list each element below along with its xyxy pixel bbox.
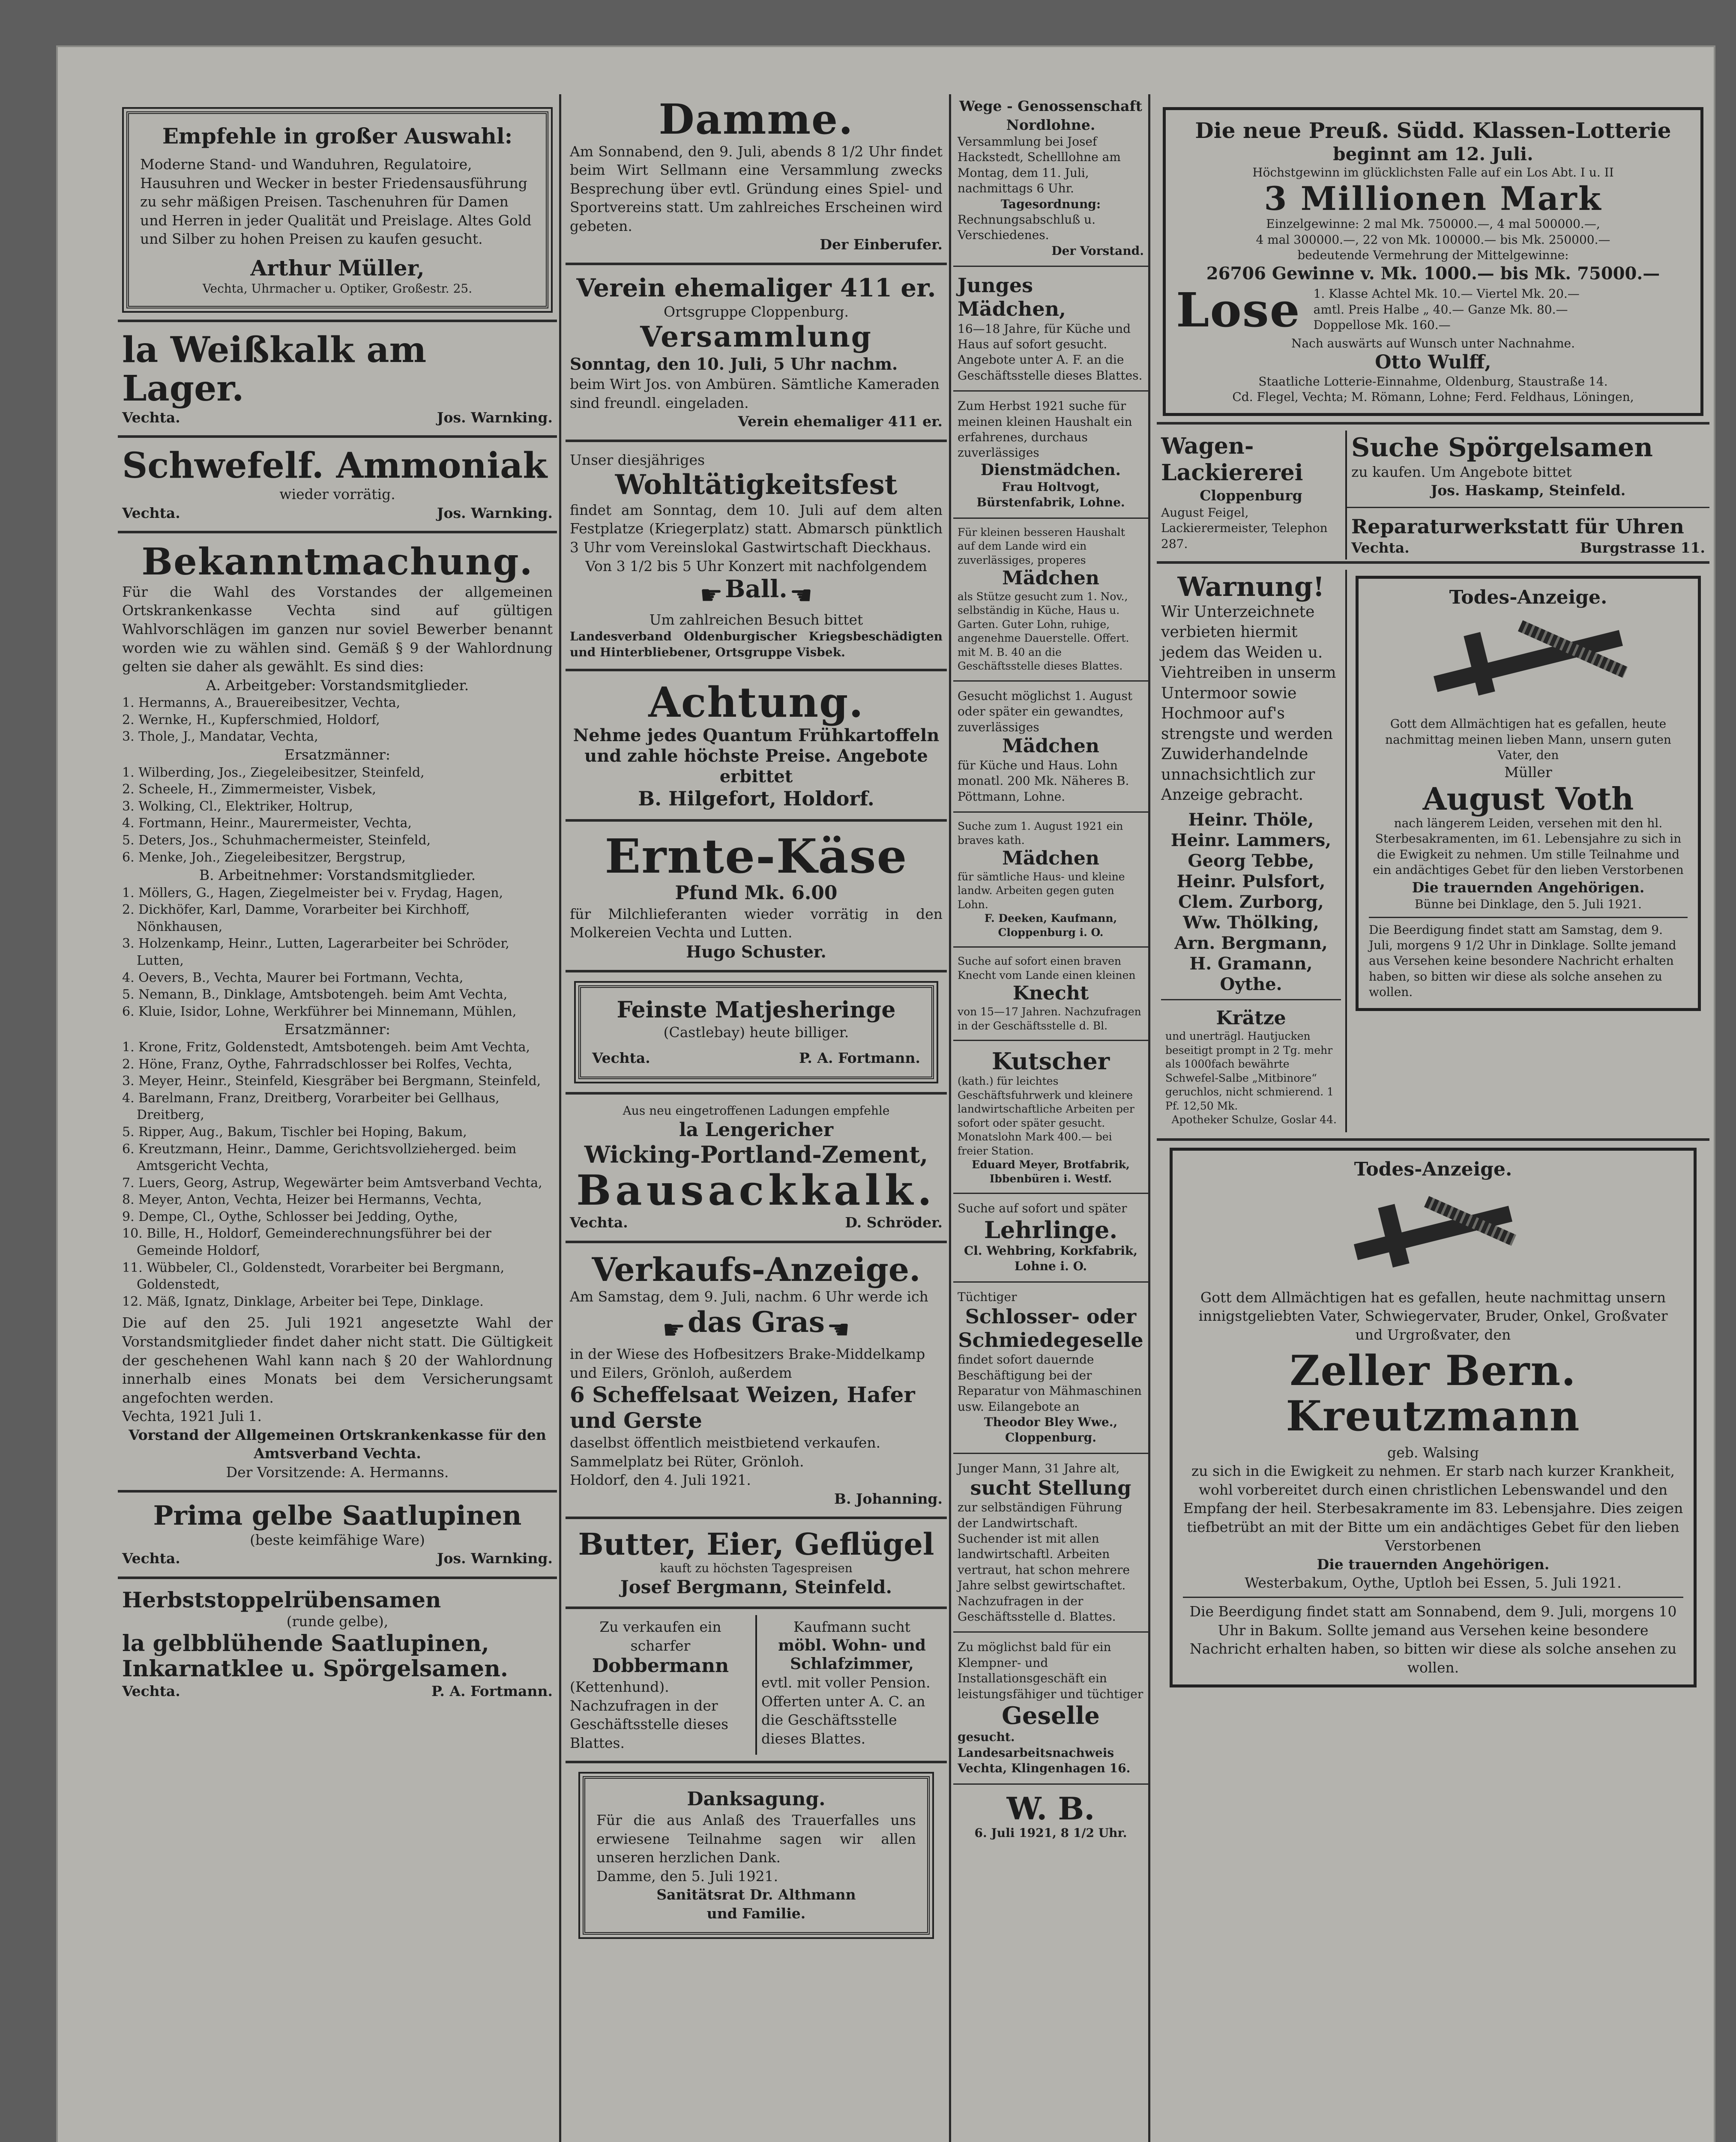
ad-name: Arthur Müller,	[250, 255, 425, 281]
notice-bekanntmachung	[118, 539, 557, 1484]
ad-signature: Jos. Warnking.	[437, 409, 553, 426]
signatory-name: Ww. Thölking,	[1183, 912, 1319, 933]
ad-body: für Küche und Haus. Lohn monatl. 200 Mk. Näheres B. Pöttmann, Lohne.	[958, 758, 1129, 804]
list-item: 6. Menke, Joh., Ziegeleibesitzer, Bergstrup,	[122, 850, 406, 865]
ad-pair	[566, 1615, 947, 1755]
ad-body: evtl. mit voller Pension. Offerten unter A. C. an die Geschäftsstelle dieses Blattes.	[761, 1674, 931, 1747]
obituary-body: nach längerem Leiden, versehen mit den hl. Sterbesakramenten, im 61. Lebensjahre zu sich in die Ewigkeit zu nehmen. Um stille Teilnahme und ein andächtiges Gebet für den lieben Verstorbenen	[1373, 816, 1684, 877]
obituary-name: Zeller Bern. Kreutzmann	[1286, 1346, 1580, 1441]
ad-herbstsamen	[118, 1585, 557, 1703]
list-item: 6. Kluie, Isidor, Lohne, Werkführer bei Minnemann, Mühlen,	[122, 1004, 517, 1019]
ad-body: Zum Herbst 1921 suche für meinen kleinen Haushalt ein erfahrenes, durchaus zuverlässiges	[958, 399, 1132, 460]
ad-title: Mädchen	[1002, 847, 1099, 870]
ad-date: Damme, den 5. Juli 1921.	[596, 1867, 778, 1885]
ad-signature: Jos. Warnking.	[437, 1550, 553, 1567]
ad-subtitle: (beste keimfähige Ware)	[250, 1531, 425, 1548]
obituary-kreutzmann	[1170, 1148, 1697, 1687]
ad-body: Am Sonnabend, den 9. Juli, abends 8 1/2 Uhr findet beim Wirt Sellmann eine Versammlung zwecks Besprechung über evtl. Gründung eines Spiel- und Sportvereins statt. Um zahlreiches Erscheinen wird gebeten.	[570, 143, 943, 234]
obituary-birthname: geb. Walsing	[1387, 1444, 1479, 1461]
ad-line: Inkarnatklee u. Spörgelsamen.	[122, 1656, 509, 1682]
ad-body: 16—18 Jahre, für Küche und Haus auf sofort gesucht. Angebote unter A. F. an die Geschäftsstelle dieses Blattes.	[958, 321, 1143, 383]
ad-heading: Empfehle in großer Auswahl:	[162, 123, 513, 149]
ad-price-line: Doppellose Mk. 160.—	[1313, 318, 1451, 332]
ad-signature: Sanitätsrat Dr. Althmann	[656, 1886, 856, 1903]
obituary-name: August Voth	[1422, 780, 1634, 817]
obituary-date: Bünne bei Dinklage, den 5. Juli 1921.	[1414, 897, 1642, 912]
signatory-name: Arn. Bergmann,	[1174, 933, 1328, 953]
ad-body: Moderne Stand- und Wanduhren, Regulatoire, Hausuhren und Wecker in bester Friedensausführung zu sehr mäßigen Preisen. Taschenuhren für Damen und Herren in jeder Qualität und Preislage. Altes Gold und Silber zu hohen Preisen zu kaufen gesucht.	[140, 156, 532, 248]
ad-signature: Eduard Meyer, Brotfabrik, Ibbenbüren i. Westf.	[972, 1158, 1130, 1185]
ad-signature: F. Deeken, Kaufmann, Cloppenburg i. O.	[984, 912, 1117, 939]
ad-signature: P. A. Fortmann.	[431, 1683, 553, 1700]
list-item: 2. Scheele, H., Zimmermeister, Visbek,	[122, 782, 376, 797]
ad-maedchen-gesucht	[953, 686, 1148, 807]
ad-wohltaetigkeitsfest	[566, 448, 947, 663]
notice-section: Ersatzmänner:	[284, 1021, 391, 1038]
ad-price: Pfund Mk. 6.00	[675, 882, 838, 904]
ad-saatlupinen	[118, 1499, 557, 1570]
list-item: 5. Nemann, B., Dinklage, Amtsbotengeh. beim Amt Vechta,	[122, 987, 508, 1002]
ad-subtitle: wieder vorrätig.	[279, 486, 395, 503]
ad-title: Dienstmädchen.	[980, 461, 1121, 479]
ad-prizes: 4 mal 300000.—, 22 von Mk. 100000.— bis Mk. 250000.—	[1256, 232, 1610, 247]
column-rule	[559, 94, 561, 2142]
list-item: 3. Holzenkamp, Heinr., Lutten, Lagerarbeiter bei Schröder, Lutten,	[122, 936, 509, 969]
notice-section: A. Arbeitgeber: Vorstandsmitglieder.	[206, 676, 469, 694]
ad-place: Vechta.	[1351, 539, 1410, 556]
ad-line: la Lengericher	[679, 1119, 834, 1141]
ad-signature: Der Vorstand.	[1051, 243, 1144, 258]
ad-price-line: 1. Klasse Achtel Mk. 10.— Viertel Mk. 20.—	[1313, 287, 1580, 301]
ad-erntekaese	[566, 828, 947, 964]
obituary-pre: Müller	[1504, 764, 1552, 781]
column-4	[1157, 94, 1709, 1694]
ad-ball: Ball.	[725, 575, 787, 604]
ad-agents: Cd. Flegel, Vechta; M. Römann, Lohne; Ferd. Feldhaus, Löningen,	[1232, 390, 1634, 404]
ad-signature: Der Einberufer.	[820, 236, 943, 253]
signatory-name: Clem. Zurborg,	[1178, 892, 1324, 912]
list-item: 3. Wolking, Cl., Elektriker, Holtrup,	[122, 799, 353, 814]
ad-pre: Zu möglichst bald für ein Klempner- und Installationsgeschäft ein leistungsfähiger und tüchtiger	[958, 1640, 1143, 1701]
ad-prizes: Einzelgewinne: 2 mal Mk. 750000.—, 4 mal 500000.—,	[1266, 217, 1600, 231]
ad-title: Ernte-Käse	[605, 828, 908, 884]
ad-body: (kath.) für leichtes Geschäftsfuhrwerk und kleinere landwirtschaftliche Arbeiten per sofort oder später gesucht. Monatslohn Mark 400.— bei freier Station.	[958, 1075, 1134, 1157]
ad-title: Damme.	[658, 95, 854, 144]
ad-note: Nach auswärts auf Wunsch unter Nachnahme.	[1291, 336, 1575, 350]
ad-dobbermann	[566, 1615, 755, 1755]
ad-line: 6 Scheffelsaat Weizen, Hafer und Gerste	[570, 1382, 915, 1433]
obituary-title: Todes-Anzeige.	[1449, 586, 1607, 609]
ad-subtitle: 6. Juli 1921, 8 1/2 Uhr.	[974, 1825, 1127, 1840]
cross-icon	[1300, 1185, 1566, 1284]
ad-pair	[1157, 431, 1709, 560]
ad-title: Mädchen	[1002, 735, 1099, 757]
ad-signature: Theodor Bley Wwe., Cloppenburg.	[984, 1415, 1118, 1445]
ad-lotterie	[1163, 107, 1703, 416]
ad-place: Cloppenburg	[1200, 487, 1302, 504]
ad-prizes-total: 26706 Gewinne v. Mk. 1000.— bis Mk. 75000.—	[1206, 263, 1660, 284]
ad-signature: B. Hilgefort, Holdorf.	[638, 787, 874, 810]
obituary-signature: Die trauernden Angehörigen.	[1317, 1556, 1550, 1573]
ad-verein-411	[566, 271, 947, 434]
signatory-name: Oythe.	[1220, 974, 1282, 994]
ad-zement	[566, 1101, 947, 1234]
ad-place: Vechta.	[122, 409, 180, 426]
ad-body: zur selbständigen Führung der Landwirtschaft. Suchender ist mit allen landwirtschaftl. Arbeiten vertraut, hat schon mehrere Jahre selbst gewirtschaftet. Nachzufragen in der Geschäftsstelle d. Blattes.	[958, 1500, 1130, 1624]
ad-uhrenwerkstatt	[1347, 512, 1709, 560]
ad-pre: Tüchtiger	[958, 1289, 1017, 1304]
ad-body: findet am Sonntag, dem 10. Juli auf dem alten Festplatze (Kriegerplatz) statt. Abmarsch pünktlich 3 Uhr vom Vereinslokal Gastwirtschaft Dieckhaus.	[570, 501, 943, 556]
notice-title: Bekanntmachung.	[141, 540, 533, 584]
ad-title: Krätze	[1216, 1007, 1286, 1029]
ad-gras: das Gras	[687, 1305, 825, 1339]
obituary-signature: Die trauernden Angehörigen.	[1412, 879, 1645, 896]
signatory-name: Heinr. Lammers,	[1170, 830, 1332, 850]
ad-body: beim Wirt Jos. von Ambüren. Sämtliche Kameraden sind freundl. eingeladen.	[570, 376, 940, 411]
ad-subtitle: beginnt am 12. Juli.	[1333, 144, 1533, 165]
ad-danksagung	[583, 1776, 930, 1935]
signatory-list	[1161, 810, 1341, 995]
column-2	[566, 94, 947, 1948]
ad-agenda: Rechnungsabschluß u. Verschiedenes.	[958, 212, 1095, 242]
ad-butter	[566, 1525, 947, 1601]
ad-title: Geselle	[1002, 1701, 1100, 1730]
ad-title: Lackiererei	[1161, 459, 1303, 486]
obituary-voth	[1356, 576, 1701, 1011]
ad-note: Höchstgewinn im glücklichsten Falle auf ein Los Abt. I u. II	[1252, 165, 1614, 180]
notice-signature: Vorstand der Allgemeinen Ortskrankenkasse für den Amtsverband Vechta.	[129, 1426, 546, 1462]
ad-maedchen-kath	[953, 817, 1148, 942]
ad-pre: Unser diesjähriges	[570, 451, 705, 468]
ad-knecht	[953, 952, 1148, 1035]
ad-kaufmann	[755, 1615, 947, 1755]
ad-jackpot: 3 Millionen Mark	[1264, 179, 1602, 218]
ad-pair	[1157, 570, 1709, 1132]
column-rule	[949, 94, 951, 2142]
notice-section: Ersatzmänner:	[284, 746, 391, 763]
ad-title: Verkaufs-Anzeige.	[592, 1250, 921, 1289]
obituary-body: Gott dem Allmächtigen hat es gefallen, heute nachmittag unsern innigstgeliebten Vater, Schwiegervater, Bruder, Onkel, Großvater und Urgroßvater, den	[1198, 1289, 1668, 1343]
list-item: 3. Thole, J., Mandatar, Vechta,	[122, 729, 318, 745]
ad-verkauf	[566, 1249, 947, 1511]
ad-prizes: bedeutende Vermehrung der Mittelgewinne:	[1297, 248, 1569, 263]
ad-body: zu kaufen. Um Angebote bittet	[1351, 463, 1572, 480]
list-item: 7. Luers, Georg, Astrup, Wegewärter beim Amtsverband Vechta,	[122, 1175, 542, 1191]
list-item: 4. Oevers, B., Vechta, Maurer bei Fortmann, Vechta,	[122, 970, 464, 985]
pointing-hand-icon: ☛	[700, 580, 723, 610]
ad-title: Wege - Genossenschaft Nordlohne.	[959, 98, 1142, 133]
ad-matjes	[578, 985, 934, 1079]
ad-body: gesucht. Landesarbeitsnachweis Vechta, Klingenhagen 16.	[958, 1730, 1131, 1776]
notice-date: Vechta, 1921 Juli 1.	[122, 1408, 262, 1425]
ad-date: Holdorf, den 4. Juli 1921.	[570, 1472, 751, 1489]
ad-pre: Suche auf sofort einen braven Knecht vom Lande einen kleinen	[958, 955, 1136, 981]
ad-konzert: Von 3 1/2 bis 5 Uhr Konzert mit nachfolgendem	[585, 557, 927, 574]
ad-title: Mädchen	[1002, 567, 1099, 589]
ad-address: Staatliche Lotterie-Einnahme, Oldenburg, Staustraße 14.	[1258, 374, 1608, 389]
ad-signature: B. Johanning.	[834, 1490, 943, 1507]
list-item: 11. Wübbeler, Cl., Goldenstedt, Vorarbeiter bei Bergmann, Goldenstedt,	[122, 1260, 505, 1292]
ad-signature: Bürstenfabrik, Lohne.	[976, 495, 1125, 510]
ad-body: als Stütze gesucht zum 1. Nov., selbständig in Küche, Haus u. Garten. Guter Lohn, ruhige, angenehme Dauerstelle. Offert. mit M. B. 40 an die Geschäftsstelle dieses Blattes.	[958, 590, 1129, 673]
ad-heading: Versammlung	[640, 320, 872, 354]
list-item: 4. Barelmann, Franz, Dreitberg, Vorarbeiter bei Gellhaus, Dreitberg,	[122, 1090, 500, 1123]
obituary-body: zu sich in die Ewigkeit zu nehmen. Er starb nach kurzer Krankheit, wohl vorbereitet durch einen christlichen Lebenswandel und den Empfang der heil. Sterbesakramente im 83. Lebensjahre. Dies zeigen tiefbetrübt an mit der Bitte um ein andächtiges Gebet für den lieben Verstorbenen	[1183, 1463, 1683, 1554]
ad-place: Vechta.	[592, 1049, 650, 1066]
pointing-hand-icon: ☛	[662, 1315, 685, 1345]
member-list	[122, 885, 553, 1020]
ad-request: Um zahlreichen Besuch bittet	[649, 611, 863, 628]
ad-title: Verein ehemaliger 411 er.	[576, 273, 936, 302]
ad-address: Burgstrasse 11.	[1580, 539, 1705, 556]
ad-title: Kutscher	[991, 1047, 1110, 1075]
ad-line: la gelbblühende Saatlupinen,	[122, 1630, 489, 1657]
ad-title: Warnung!	[1177, 571, 1325, 603]
ad-lose: Lose	[1176, 282, 1301, 338]
ad-body: August Feigel, Lackierermeister, Telephon 287.	[1161, 505, 1328, 551]
member-list	[122, 764, 553, 866]
ad-line: und zahle höchste Preise. Angebote erbittet	[584, 745, 928, 787]
ad-signature: und Familie.	[706, 1905, 806, 1922]
ad-signature: Frau Holtvogt,	[1002, 479, 1100, 494]
ad-wagen-lackiererei	[1157, 431, 1345, 560]
pointing-hand-icon: ☛	[789, 580, 813, 610]
ad-place: Vechta.	[122, 1683, 180, 1700]
ad-place: Vechta.	[570, 1214, 628, 1231]
ad-pre: Aus neu eingetroffenen Ladungen empfehle	[623, 1104, 890, 1118]
ad-title: sucht Stellung	[970, 1476, 1131, 1500]
ad-signature: Jos. Warnking.	[437, 504, 553, 521]
list-item: 12. Mäß, Ignatz, Dinklage, Arbeiter bei Tepe, Dinklage.	[122, 1294, 484, 1309]
ad-subtitle: (runde gelbe),	[286, 1613, 389, 1630]
ad-junges-maedchen	[953, 271, 1148, 386]
ad-title: Feinste Matjesheringe	[617, 997, 896, 1023]
ad-body: daselbst öffentlich meistbietend verkaufen. Sammelplatz bei Rüter, Grönloh.	[570, 1434, 881, 1470]
ad-title: Die neue Preuß. Südd. Klassen-Lotterie	[1195, 118, 1671, 143]
list-item: 5. Deters, Jos., Schuhmachermeister, Steinfeld,	[122, 832, 431, 848]
obituary-body: Gott dem Allmächtigen hat es gefallen, heute nachmittag meinen lieben Mann, unsern guten Vater, den	[1385, 717, 1671, 762]
column-rule	[1148, 94, 1150, 2142]
ad-signature: Apotheker Schulze, Goslar 44.	[1171, 1113, 1337, 1126]
ad-title: Prima gelbe Saatlupinen	[153, 1500, 522, 1532]
ad-line: Herbststoppelrübensamen	[122, 1587, 441, 1612]
ad-warnung	[1157, 570, 1345, 1132]
ad-place: Vechta.	[122, 1550, 180, 1567]
signatory-name: Heinr. Thöle,	[1188, 809, 1314, 830]
ad-stellung	[953, 1458, 1148, 1627]
ad-maedchen-stuetze	[953, 523, 1148, 676]
list-item: 9. Dempe, Cl., Oythe, Schlosser bei Jedding, Oythe,	[122, 1209, 458, 1224]
ad-body: von 15—17 Jahren. Nachzufragen in der Geschäftsstelle d. Bl.	[958, 1005, 1141, 1032]
ad-schlosser	[953, 1287, 1148, 1448]
signatory-name: H. Gramann,	[1189, 953, 1313, 974]
ad-price-line: amtl. Preis Halbe „ 40.— Ganze Mk. 80.—	[1313, 302, 1568, 317]
ad-body: für sämtliche Haus- und kleine landw. Arbeiten gegen guten Lohn.	[958, 870, 1125, 911]
ad-signature: D. Schröder.	[845, 1214, 943, 1231]
obituary-footer: Die Beerdigung findet statt am Samstag, dem 9. Juli, morgens 9 1/2 Uhr in Dinklage. Sollte jemand aus Versehen keine besondere Nachricht erhalten haben, so bitten wir diese als solche ansehen zu wollen.	[1369, 922, 1676, 999]
ad-damme	[566, 94, 947, 257]
ad-title: W. B.	[1006, 1790, 1095, 1827]
ad-pre: Gesucht möglichst 1. August oder später ein gewandtes, zuverlässiges	[958, 688, 1133, 734]
ad-title: Lehrlinge.	[984, 1216, 1118, 1244]
list-item: 10. Bille, H., Holdorf, Gemeinderechnungsführer bei der Gemeinde Holdorf,	[122, 1226, 491, 1259]
list-item: 1. Möllers, G., Hagen, Ziegelmeister bei v. Frydag, Hagen,	[122, 885, 503, 900]
list-item: 2. Wernke, H., Kupferschmied, Holdorf,	[122, 712, 380, 727]
ad-title: la Weißkalk am Lager.	[122, 329, 427, 410]
ad-signature: Landesverband Oldenburgischer Kriegsbeschädigten und Hinterbliebener, Ortsgruppe Visbek.	[570, 629, 943, 659]
ad-title: Achtung.	[648, 678, 864, 727]
ad-body: für Milchlieferanten wieder vorrätig in den Molkereien Vechta und Lutten.	[570, 905, 943, 941]
list-item: 2. Höne, Franz, Oythe, Fahrradschlosser bei Rolfes, Vechta,	[122, 1056, 512, 1072]
list-item: 1. Krone, Fritz, Goldenstedt, Amtsbotengeh. beim Amt Vechta,	[122, 1039, 530, 1055]
ad-pre: Kaufmann sucht	[793, 1618, 910, 1636]
ad-title: Suche Spörgelsamen	[1351, 432, 1653, 463]
ad-body: Versammlung bei Josef Hackstedt, Schelllohne am Montag, dem 11. Juli, nachmittags 6 Uhr.	[958, 135, 1121, 196]
ad-wb	[953, 1789, 1148, 1844]
cross-icon	[1369, 613, 1688, 712]
obituary-date: Westerbakum, Oythe, Uptloh bei Essen, 5. Juli 1921.	[1245, 1574, 1622, 1592]
ad-pre: Suche zum 1. August 1921 ein braves kath.	[958, 820, 1123, 847]
ad-kraetze	[1161, 1005, 1341, 1130]
ad-agenda-label: Tagesordnung:	[1000, 197, 1101, 211]
signatory-name: Georg Tebbe,	[1188, 850, 1314, 871]
ad-title: Butter, Eier, Geflügel	[578, 1526, 934, 1562]
list-item: 8. Meyer, Anton, Vechta, Heizer bei Hermanns, Vechta,	[122, 1192, 482, 1208]
member-list	[122, 694, 553, 745]
ad-achtung	[566, 677, 947, 813]
notice-outro: Die auf den 25. Juli 1921 angesetzte Wahl der Vorstandsmitglieder findet daher nicht statt. Die Gültigkeit der geschehenen Wahl kann nach § 20 der Wahlordnung innerhalb eines Monats bei dem Versicherungsamt angefochten werden.	[122, 1314, 553, 1406]
ad-pre: Suche auf sofort und später	[958, 1201, 1127, 1216]
list-item: 1. Hermanns, A., Brauereibesitzer, Vechta,	[122, 695, 401, 711]
ad-pre: Zu verkaufen ein scharfer	[599, 1618, 721, 1654]
ad-kutscher	[953, 1045, 1148, 1188]
ad-signature: P. A. Fortmann.	[799, 1049, 920, 1066]
obituary-footer: Die Beerdigung findet statt am Sonnabend, dem 9. Juli, morgens 10 Uhr in Bakum. Sollte jemand aus Versehen keine besondere Nachricht erhalten haben, so bitten wir diese als solche ansehen zu wollen.	[1189, 1603, 1677, 1676]
ad-title: Knecht	[1012, 982, 1089, 1005]
ad-body: (Kettenhund). Nachzufragen in der Geschäftsstelle dieses Blattes.	[570, 1678, 729, 1751]
ad-body: Wir Unterzeichnete verbieten hiermit jedem das Weiden u. Viehtreiben in unserm Untermoor sowie Hochmoor auf's strengste und werden Zuwiderhandelnde unnachsichtlich zur Anzeige gebracht.	[1161, 603, 1336, 804]
list-item: 2. Dickhöfer, Karl, Damme, Vorarbeiter bei Kirchhoff, Nönkhausen,	[122, 902, 470, 934]
ad-body: und unerträgl. Hautjucken beseitigt prompt in 2 Tg. mehr als 1000fach bewährte Schwefel-Salbe „Mitbinore“ geruchlos, nicht schmierend. 1 Pf. 12,50 Mk.	[1165, 1030, 1334, 1112]
signatory-name: Heinr. Pulsfort,	[1176, 871, 1326, 892]
ad-weisskalk	[118, 328, 557, 429]
ad-geselle	[953, 1637, 1148, 1779]
ad-title: Wohltätigkeitsfest	[615, 469, 898, 501]
ad-line: Nehme jedes Quantum Frühkartoffeln	[573, 725, 940, 745]
ad-title: Schlosser- oder Schmiedegeselle	[958, 1304, 1143, 1352]
obituary-title: Todes-Anzeige.	[1354, 1158, 1512, 1180]
ad-arthur-mueller	[126, 111, 548, 308]
newspaper-page	[58, 47, 1714, 2142]
pointing-hand-icon: ☛	[827, 1315, 850, 1345]
ad-signature: Hugo Schuster.	[686, 942, 826, 961]
ad-signature: Cl. Wehbring, Korkfabrik, Lohne i. O.	[964, 1243, 1137, 1274]
ad-body: findet sofort dauernde Beschäftigung bei der Reparatur von Mähmaschinen usw. Eilangebote an	[958, 1352, 1142, 1414]
ad-address: Vechta, Uhrmacher u. Optiker, Großestr. 25.	[202, 281, 473, 296]
notice-intro: Für die Wahl des Vorstandes der allgemeinen Ortskrankenkasse Vechta sind auf gültigen Wahlvorschlägen im ganzen nur soviel Bewerber benannt worden wie zu wählen sind. Gemäß § 9 der Wahlordnung gelten sie daher als gewählt. Es sind dies:	[122, 583, 553, 675]
column-3	[953, 94, 1148, 1843]
ad-title: Schwefelf. Ammoniak	[122, 445, 548, 487]
ad-pre: Junger Mann, 31 Jahre alt,	[958, 1461, 1120, 1475]
ad-subtitle: (Castlebay) heute billiger.	[663, 1024, 849, 1041]
list-item: 6. Kreutzmann, Heinr., Damme, Gerichtsvollzieherged. beim Amtsgericht Vechta,	[122, 1141, 517, 1174]
ad-title: Reparaturwerkstatt für Uhren	[1351, 515, 1684, 538]
ad-body: Für die aus Anlaß des Trauerfalles uns erwiesene Teilnahme sagen wir allen unseren herzlichen Dank.	[596, 1812, 916, 1866]
ad-schwefel	[118, 444, 557, 525]
notice-section: B. Arbeitnehmer: Vorstandsmitglieder.	[199, 867, 476, 884]
ad-signature: Josef Bergmann, Steinfeld.	[620, 1576, 892, 1598]
column-1	[118, 94, 557, 1703]
ad-signature: Otto Wulff,	[1375, 351, 1491, 373]
ad-title: Danksagung.	[687, 1788, 826, 1810]
ad-subtitle: Ortsgruppe Cloppenburg.	[664, 303, 849, 320]
ad-subtitle: kauft zu höchsten Tagespreisen	[660, 1561, 853, 1576]
ad-dienstmaedchen	[953, 396, 1148, 513]
ad-date: Sonntag, den 10. Juli, 5 Uhr nachm.	[570, 354, 898, 374]
ad-signature: Jos. Haskamp, Steinfeld.	[1431, 482, 1626, 499]
ad-title: möbl. Wohn- und Schlafzimmer,	[778, 1636, 926, 1673]
ad-title: Wagen-	[1161, 433, 1254, 459]
list-item: 5. Ripper, Aug., Bakum, Tischler bei Hoping, Bakum,	[122, 1124, 467, 1140]
list-item: 4. Fortmann, Heinr., Maurermeister, Vechta,	[122, 816, 412, 831]
ad-wegegenossenschaft	[953, 94, 1148, 261]
list-item: 1. Wilberding, Jos., Ziegeleibesitzer, Steinfeld,	[122, 765, 425, 780]
ad-spoergelsamen	[1347, 431, 1709, 503]
list-item: 3. Meyer, Heinr., Steinfeld, Kiesgräber bei Bergmann, Steinfeld,	[122, 1074, 541, 1089]
ad-place: Vechta.	[122, 504, 180, 521]
ad-signature: Verein ehemaliger 411 er.	[738, 413, 943, 430]
member-list	[122, 1039, 553, 1310]
ad-stack	[1345, 431, 1709, 560]
ad-lehrlinge	[953, 1198, 1148, 1277]
ad-line: Wicking-Portland-Zement,	[584, 1141, 928, 1169]
notice-chair: Der Vorsitzende: A. Hermanns.	[226, 1463, 449, 1481]
ad-pre: Für kleinen besseren Haushalt auf dem Lande wird ein zuverlässiges, properes	[958, 526, 1125, 566]
ad-line: Bausackkalk.	[576, 1166, 936, 1215]
ad-title: Dobbermann	[592, 1655, 729, 1677]
ad-body: in der Wiese des Hofbesitzers Brake-Middelkamp und Eilers, Grönloh, außerdem	[570, 1346, 925, 1381]
ad-body: Am Samstag, dem 9. Juli, nachm. 6 Uhr werde ich	[570, 1288, 928, 1305]
ad-title: Junges Mädchen,	[958, 274, 1066, 321]
